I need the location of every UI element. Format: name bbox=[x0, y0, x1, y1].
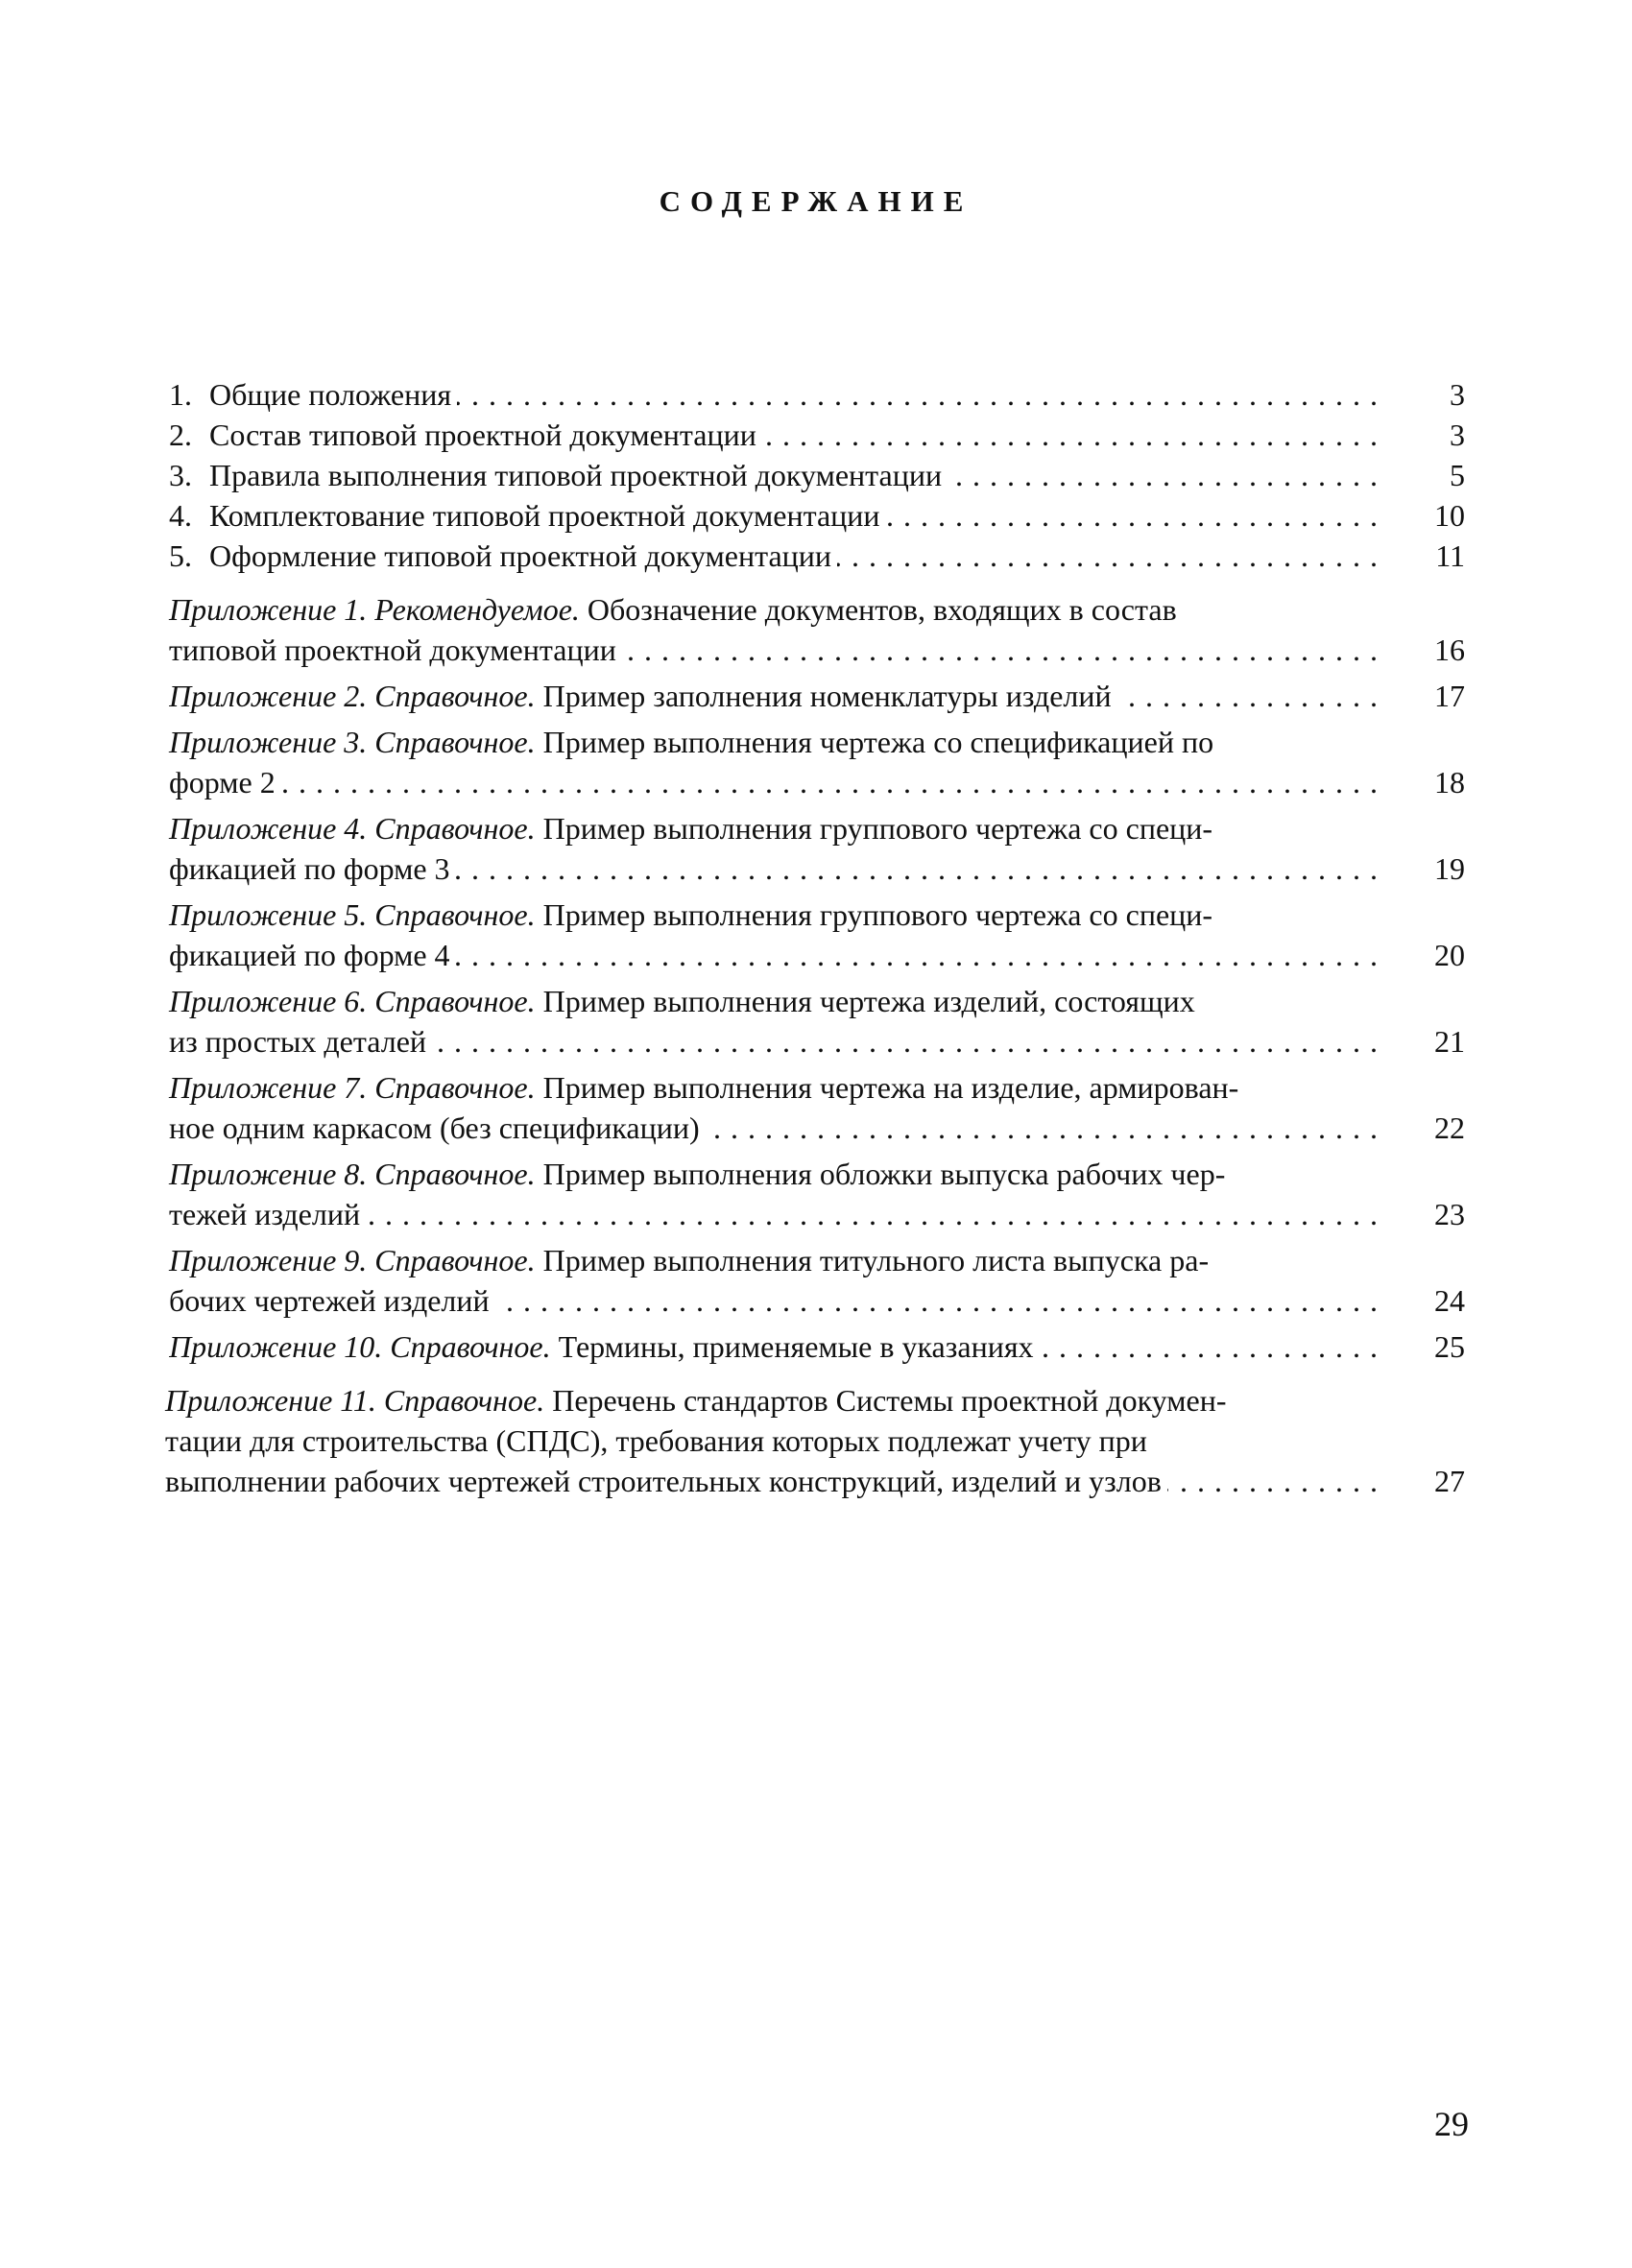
toc-appendix-6[interactable] bbox=[169, 981, 1465, 1062]
page-ref: 11 bbox=[1435, 538, 1465, 573]
toc-appendix-2[interactable] bbox=[169, 676, 1465, 716]
toc-appendix-1[interactable] bbox=[169, 589, 1465, 670]
toc-section-5[interactable] bbox=[169, 536, 1465, 576]
toc-appendix-9[interactable] bbox=[169, 1240, 1465, 1321]
section-number: 5. bbox=[169, 538, 192, 573]
page-ref: 22 bbox=[1434, 1110, 1465, 1145]
appendix-title-line: форме 2 bbox=[169, 765, 281, 800]
page-ref: 20 bbox=[1434, 938, 1465, 972]
page-ref: 18 bbox=[1434, 765, 1465, 800]
appendix-label: Приложение 8. Справочное. bbox=[169, 1157, 536, 1191]
appendix-title-line: выполнении рабочих чертежей строительных конструкций, изделий и узлов bbox=[165, 1464, 1167, 1498]
appendix-title-line: Обозначение документов, входящих в состав bbox=[587, 592, 1177, 627]
appendix-title-line: Пример выполнения чертежа на изделие, армирован- bbox=[542, 1070, 1239, 1105]
appendix-label: Приложение 4. Справочное. bbox=[169, 811, 536, 846]
appendix-label: Приложение 9. Справочное. bbox=[169, 1243, 536, 1277]
appendix-label: Приложение 1. Рекомендуемое. bbox=[169, 592, 580, 627]
appendix-title-line: фикацией по форме 4 bbox=[169, 938, 456, 972]
section-title: Правила выполнения типовой проектной документации bbox=[209, 458, 943, 492]
page-ref: 27 bbox=[1434, 1464, 1465, 1498]
appendix-label: Приложение 11. Справочное. bbox=[165, 1383, 545, 1418]
appendix-title-line: фикацией по форме 3 bbox=[169, 851, 456, 886]
section-number: 1. bbox=[169, 377, 192, 412]
appendix-label: Приложение 10. Справочное. bbox=[169, 1329, 551, 1364]
appendix-label: Приложение 5. Справочное. bbox=[169, 897, 536, 932]
toc-appendix-3[interactable] bbox=[169, 722, 1465, 802]
page-title: СОДЕРЖАНИЕ bbox=[659, 184, 973, 218]
table-of-contents bbox=[165, 374, 1465, 1501]
appendix-title-line: типовой проектной документации bbox=[169, 633, 622, 667]
page-ref: 3 bbox=[1450, 377, 1465, 412]
toc-section-2[interactable] bbox=[169, 415, 1465, 455]
toc-appendix-5[interactable] bbox=[169, 895, 1465, 975]
appendix-title-line: Пример выполнения чертежа со спецификацией по bbox=[542, 725, 1214, 759]
page-ref: 19 bbox=[1434, 851, 1465, 886]
page-ref: 10 bbox=[1434, 498, 1465, 533]
appendix-label: Приложение 6. Справочное. bbox=[169, 984, 536, 1018]
toc-section-4[interactable] bbox=[169, 495, 1465, 536]
appendix-title-line: Пример выполнения группового чертежа со специ- bbox=[542, 897, 1213, 932]
page-ref: 3 bbox=[1450, 418, 1465, 452]
page-ref: 21 bbox=[1434, 1024, 1465, 1059]
appendix-title-line: Термины, применяемые в указаниях bbox=[558, 1329, 1034, 1364]
toc-section-1[interactable] bbox=[169, 374, 1465, 415]
appendix-label: Приложение 7. Справочное. bbox=[169, 1070, 536, 1105]
toc-appendix-7[interactable] bbox=[169, 1067, 1465, 1148]
toc-appendix-11[interactable] bbox=[165, 1380, 1465, 1501]
appendix-title-line: Пример выполнения обложки выпуска рабочих чер- bbox=[542, 1157, 1226, 1191]
appendix-title-line: тежей изделий bbox=[169, 1197, 366, 1231]
appendix-title-line: Перечень стандартов Системы проектной докумен- bbox=[552, 1383, 1227, 1418]
appendix-label: Приложение 3. Справочное. bbox=[169, 725, 536, 759]
toc-appendix-4[interactable] bbox=[169, 808, 1465, 889]
section-title: Состав типовой проектной документации bbox=[209, 418, 756, 452]
page-ref: 17 bbox=[1434, 679, 1465, 713]
toc-appendix-8[interactable] bbox=[169, 1154, 1465, 1234]
page-ref: 25 bbox=[1434, 1329, 1465, 1364]
appendix-title-line: ное одним каркасом (без спецификации) bbox=[169, 1110, 706, 1145]
page-ref: 16 bbox=[1434, 633, 1465, 667]
section-title: Комплектование типовой проектной документации bbox=[209, 498, 880, 533]
appendix-title-line: Пример заполнения номенклатуры изделий bbox=[542, 679, 1112, 713]
section-title: Общие положения bbox=[209, 377, 452, 412]
toc-appendix-10[interactable] bbox=[169, 1326, 1465, 1367]
section-number: 3. bbox=[169, 458, 192, 492]
appendix-title-line: из простых деталей bbox=[169, 1024, 432, 1059]
appendix-title-line: Пример выполнения чертежа изделий, состоящих bbox=[542, 984, 1195, 1018]
page-ref: 24 bbox=[1434, 1283, 1465, 1318]
toc-section-3[interactable] bbox=[169, 455, 1465, 495]
section-number: 4. bbox=[169, 498, 192, 533]
appendix-title-line: бочих чертежей изделий bbox=[169, 1283, 495, 1318]
appendix-label: Приложение 2. Справочное. bbox=[169, 679, 536, 713]
page-number: 29 bbox=[1434, 2105, 1469, 2143]
section-title: Оформление типовой проектной документации bbox=[209, 538, 832, 573]
page-ref: 5 bbox=[1450, 458, 1465, 492]
section-number: 2. bbox=[169, 418, 192, 452]
appendix-title-line: Пример выполнения титульного листа выпуска ра- bbox=[542, 1243, 1210, 1277]
page-ref: 23 bbox=[1434, 1197, 1465, 1231]
appendix-title-line: тации для строительства (СПДС), требования которых подлежат учету при bbox=[165, 1423, 1147, 1458]
appendix-title-line: Пример выполнения группового чертежа со специ- bbox=[542, 811, 1213, 846]
